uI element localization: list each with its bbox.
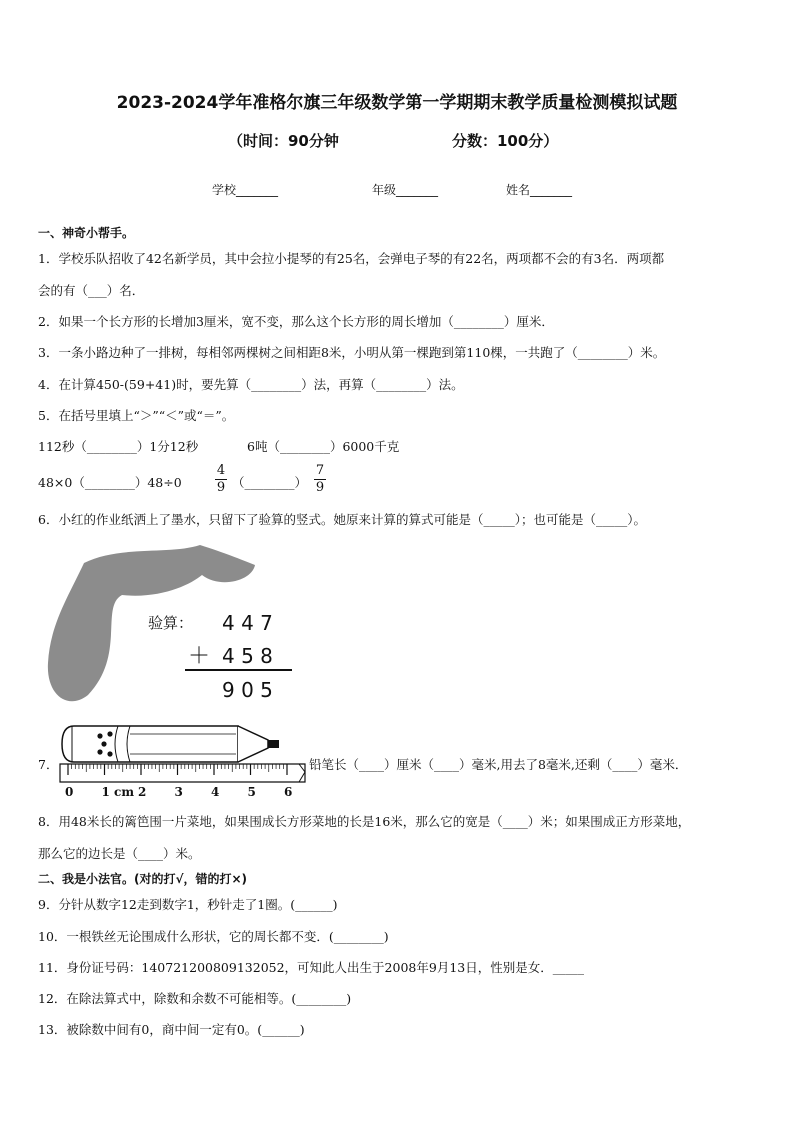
question-11: 11．身份证号码：140721200809132052，可知此人出生于2008年9月13日，性别是女．_____ [38, 960, 584, 975]
question-5: 5．在括号里填上“＞”“＜”或“＝”。 [38, 408, 235, 423]
section-1-heading: 一、神奇小帮手。 [38, 226, 135, 240]
question-10: 10．一根铁丝无论围成什么形状，它的周长都不变．(________) [38, 929, 389, 944]
grade-field: 年级_______ [372, 183, 439, 197]
section-2-heading: 二、我是小法官。(对的打√，错的打×) [38, 872, 248, 886]
pencil [62, 726, 279, 762]
question-4: 4．在计算450-(59+41)时，要先算（________）法，再算（________）法。 [38, 377, 464, 392]
ruler-label: 3 [174, 785, 183, 799]
question-7-number: 7． [38, 757, 59, 772]
fraction-numerator: 7 [315, 463, 325, 478]
exam-time: （时间：90分钟 [228, 132, 339, 150]
ruler-label: 0 [65, 785, 74, 799]
sum: 9 0 5 [222, 678, 273, 702]
question-1-line1: 1．学校乐队招收了42名新学员，其中会拉小提琴的有25名，会弹电子琴的有22名，两项都不会的有3名．两项都 [38, 251, 665, 266]
check-label: 验算： [148, 614, 194, 632]
ruler-label: 4 [211, 785, 220, 799]
fraction-denominator: 9 [216, 480, 226, 495]
school-field: 学校_______ [212, 183, 279, 197]
question-2: 2．如果一个长方形的长增加3厘米，宽不变，那么这个长方形的周长增加（________）厘米． [38, 314, 554, 329]
ruler-labels [65, 785, 292, 799]
ruler [60, 764, 305, 799]
pencil-ruler-figure [58, 722, 313, 802]
question-8-line1: 8．用48米长的篱笆围一片菜地，如果围成长方形菜地的长是16米，那么它的宽是（____）米；如果围成正方形菜地， [38, 814, 691, 829]
ruler-label: 1 cm [101, 785, 135, 799]
plus-sign: ＋ [188, 644, 211, 669]
ruler-label: 5 [247, 785, 256, 799]
question-5-c: 48×0（________）48÷0 [38, 475, 182, 490]
question-7: 铅笔长（____）厘米（____）毫米,用去了8毫米,还剩（____）毫米． [309, 757, 688, 772]
ruler-label: 2 [138, 785, 147, 799]
question-5-d: （________） [232, 475, 308, 490]
question-3: 3．一条小路边种了一排树，每相邻两棵树之间相距8米，小明从第一棵跑到第110棵，一共跑了（________）米。 [38, 345, 666, 360]
name-field: 姓名_______ [506, 183, 573, 197]
page-title: 2023-2024学年准格尔旗三年级数学第一学期期末教学质量检测模拟试题 [116, 93, 678, 113]
question-13: 13．被除数中间有0，商中间一定有0。(______) [38, 1022, 305, 1037]
question-9: 9．分针从数字12走到数字1，秒针走了1圈。(______) [38, 897, 338, 912]
question-8-line2: 那么它的边长是（____）米。 [38, 846, 201, 861]
fraction-four-ninths [214, 463, 228, 496]
addend-1: 4 4 7 [222, 611, 273, 635]
question-12: 12．在除法算式中，除数和余数不可能相等。(________) [38, 991, 352, 1006]
exam-score: 分数：100分） [452, 132, 559, 150]
question-5-a: 112秒（________）1分12秒 [38, 439, 199, 454]
ruler-label: 6 [284, 785, 293, 799]
fraction-seven-ninths [313, 463, 327, 496]
question-6: 6．小红的作业纸洒上了墨水，只留下了验算的竖式。她原来计算的算式可能是（_____）；也可能是（_____）。 [38, 512, 646, 527]
question-1-line2: 会的有（___）名． [38, 283, 145, 298]
question-5-b: 6吨（________）6000千克 [247, 439, 400, 454]
fraction-numerator: 4 [216, 463, 226, 478]
ink-blot-figure [40, 545, 310, 715]
fraction-denominator: 9 [315, 480, 325, 495]
addend-2: 4 5 8 [222, 644, 273, 668]
